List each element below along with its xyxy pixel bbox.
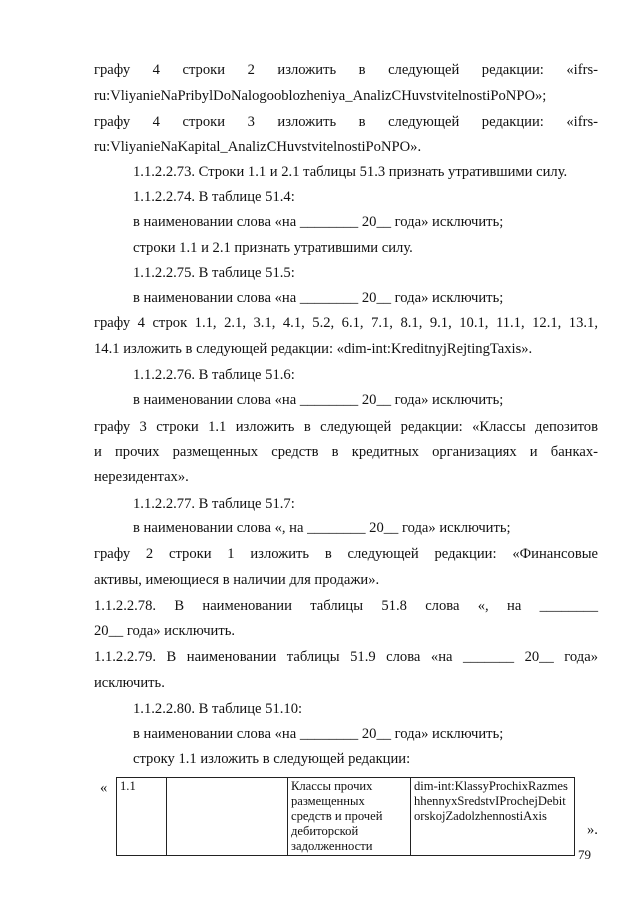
text-line: ru:VliyanieNaKapital_AnalizCHuvstvitelnostiPoNPO». bbox=[94, 139, 422, 155]
close-quote: ». bbox=[587, 822, 598, 838]
text-line: и прочих размещенных средств в кредитных организациях и банках- bbox=[94, 444, 598, 460]
replacement-table bbox=[116, 777, 575, 856]
text-line: 1.1.2.2.78. В наименовании таблицы 51.8 слова «, на ________ bbox=[94, 598, 598, 614]
empty-cell bbox=[167, 778, 288, 856]
text-line: в наименовании слова «, на ________ 20__ года» исключить; bbox=[133, 520, 511, 536]
row-number-cell: 1.1 bbox=[117, 778, 167, 856]
text-line: графу 3 строки 1.1 изложить в следующей редакции: «Классы депозитов bbox=[94, 419, 598, 435]
row-name-cell: Классы прочих размещенных средств и прочей дебиторской задолженности bbox=[288, 778, 411, 856]
text-line: в наименовании слова «на ________ 20__ года» исключить; bbox=[133, 726, 504, 742]
page-number: 79 bbox=[578, 847, 591, 862]
text-line: 1.1.2.2.75. В таблице 51.5: bbox=[133, 265, 295, 281]
text-line: в наименовании слова «на ________ 20__ года» исключить; bbox=[133, 392, 504, 408]
text-line: ru:VliyanieNaPribylDoNalogooblozheniya_AnalizCHuvstvitelnostiPoNPO»; bbox=[94, 88, 547, 104]
text-line: графу 4 строки 2 изложить в следующей редакции: «ifrs- bbox=[94, 62, 598, 78]
text-line: строку 1.1 изложить в следующей редакции: bbox=[133, 751, 411, 767]
text-line: 14.1 изложить в следующей редакции: «dim-int:KreditnyjRejtingTaxis». bbox=[94, 341, 533, 357]
row-code-cell: dim-int:KlassyProchixRazmeshhennyxSredstvIProchejDebitorskojZadolzhennostiAxis bbox=[411, 778, 575, 856]
text-line: нерезидентах». bbox=[94, 469, 189, 485]
text-line: в наименовании слова «на ________ 20__ года» исключить; bbox=[133, 214, 504, 230]
text-line: 1.1.2.2.74. В таблице 51.4: bbox=[133, 189, 295, 205]
text-line: 1.1.2.2.73. Строки 1.1 и 2.1 таблицы 51.3 признать утратившими силу. bbox=[133, 164, 568, 180]
text-line: строки 1.1 и 2.1 признать утратившими силу. bbox=[133, 240, 413, 256]
text-line: 1.1.2.2.76. В таблице 51.6: bbox=[133, 367, 295, 383]
open-quote: « bbox=[100, 780, 108, 796]
text-line: графу 4 строки 3 изложить в следующей редакции: «ifrs- bbox=[94, 114, 598, 130]
text-line: 1.1.2.2.77. В таблице 51.7: bbox=[133, 496, 295, 512]
text-line: 1.1.2.2.80. В таблице 51.10: bbox=[133, 701, 303, 717]
table-row bbox=[117, 778, 575, 856]
text-line: 1.1.2.2.79. В наименовании таблицы 51.9 слова «на _______ 20__ года» bbox=[94, 649, 598, 665]
text-line: 20__ года» исключить. bbox=[94, 623, 236, 639]
text-line: в наименовании слова «на ________ 20__ года» исключить; bbox=[133, 290, 504, 306]
text-line: графу 2 строки 1 изложить в следующей редакции: «Финансовые bbox=[94, 546, 598, 562]
text-line: активы, имеющиеся в наличии для продажи». bbox=[94, 572, 380, 588]
text-line: графу 4 строк 1.1, 2.1, 3.1, 4.1, 5.2, 6.1, 7.1, 8.1, 9.1, 10.1, 11.1, 12.1, 13.1, bbox=[94, 315, 598, 331]
text-line: исключить. bbox=[94, 675, 165, 691]
